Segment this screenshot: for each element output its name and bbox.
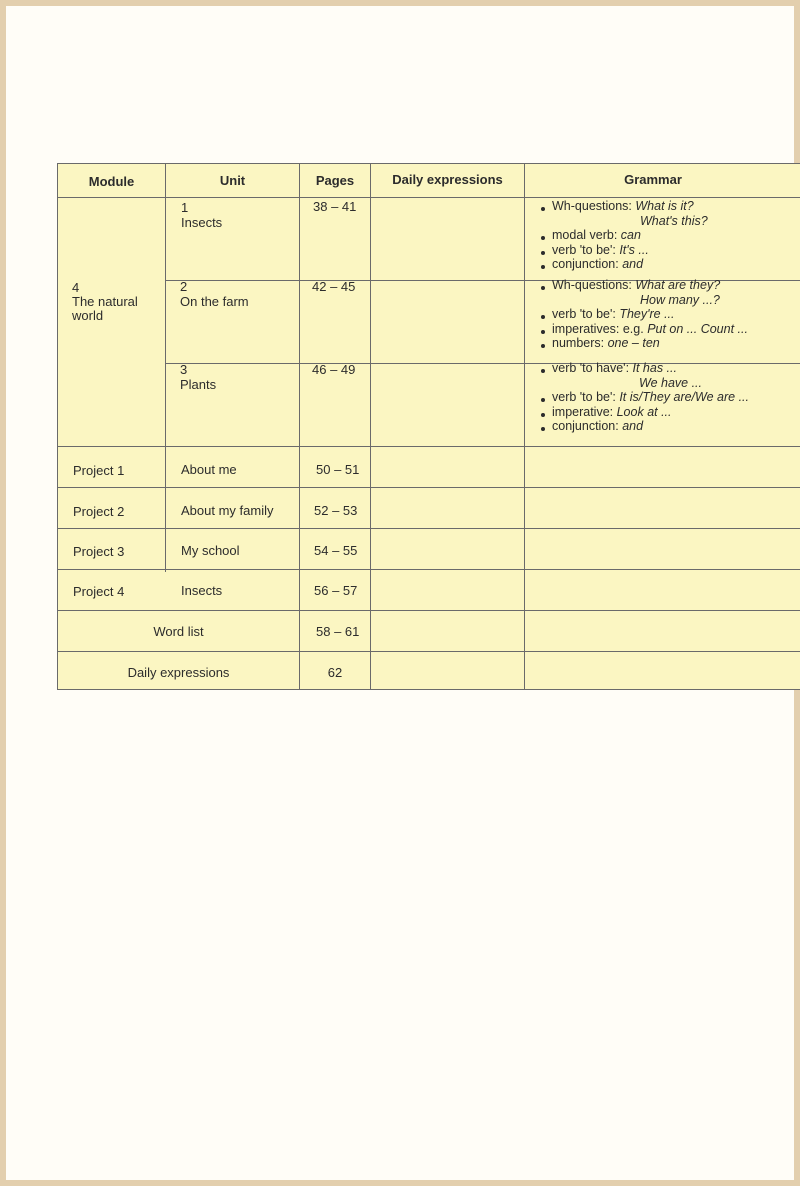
module-name-line2: world: [72, 308, 104, 323]
contents-table: [57, 163, 800, 690]
project4-pages: 56 – 57: [314, 583, 358, 598]
module-unit-divider: [165, 164, 166, 572]
unit3-pages: 46 – 49: [312, 362, 356, 377]
daily-expressions-pages: 62: [327, 665, 343, 680]
unit1-name: Insects: [181, 215, 223, 230]
wordlist-pages: 58 – 61: [316, 624, 360, 639]
project1-divider: [58, 487, 800, 488]
grammar-item: numbers: one – ten: [538, 336, 748, 351]
grammar-item: verb 'to be': They're ...: [538, 307, 748, 322]
grammar-item-continuation: How many ...?: [640, 292, 720, 307]
project1-pages: 50 – 51: [316, 462, 360, 477]
header-unit: Unit: [219, 173, 246, 188]
grammar-item: modal verb: can: [538, 228, 708, 243]
project4-unit: Insects: [181, 583, 223, 598]
header-module: Module: [88, 174, 135, 189]
wordlist-label: Word list: [153, 624, 204, 639]
header-pages: Pages: [315, 173, 355, 188]
grammar-item: verb 'to have': It has ...: [538, 361, 749, 376]
unit2-name: On the farm: [180, 294, 249, 309]
project3-unit: My school: [181, 543, 240, 558]
header-grammar: Grammar: [624, 172, 682, 187]
book-page: [6, 6, 794, 1180]
daily-expressions-label: Daily expressions: [127, 665, 230, 680]
header-divider: [58, 197, 800, 198]
grammar-item: imperatives: e.g. Put on ... Count ...: [538, 322, 748, 337]
grammar-item: verb 'to be': It is/They are/We are ...: [538, 390, 749, 405]
grammar-item: conjunction: and: [538, 419, 749, 434]
grammar-item: Wh-questions: What is it?: [538, 199, 708, 214]
grammar-item-continuation: What's this?: [640, 213, 708, 228]
grammar-item: conjunction: and: [538, 257, 708, 272]
grammar-item-continuation: We have ...: [639, 375, 702, 390]
unit2-grammar: [538, 278, 748, 351]
unit2-pages: 42 – 45: [312, 279, 356, 294]
project2-divider: [58, 528, 800, 529]
unit3-grammar: [538, 361, 749, 434]
project4-label: Project 4: [73, 584, 125, 599]
grammar-item: imperative: Look at ...: [538, 405, 749, 420]
unit2-number: 2: [180, 279, 188, 294]
project4-divider: [58, 610, 800, 611]
project3-label: Project 3: [73, 544, 125, 559]
project2-label: Project 2: [73, 504, 125, 519]
project2-unit: About my family: [181, 503, 274, 518]
unit1-pages: 38 – 41: [313, 199, 357, 214]
grammar-item: verb 'to be': It's ...: [538, 243, 708, 258]
project1-label: Project 1: [73, 463, 125, 478]
header-daily-expressions: Daily expressions: [392, 172, 503, 187]
project2-pages: 52 – 53: [314, 503, 358, 518]
module4-divider: [58, 446, 800, 447]
module-name-line1: The natural: [72, 294, 138, 309]
project3-pages: 54 – 55: [314, 543, 358, 558]
project3-divider: [58, 569, 800, 570]
unit1-number: 1: [181, 200, 189, 215]
unit3-name: Plants: [180, 377, 217, 392]
module-number: 4: [72, 280, 80, 295]
project1-unit: About me: [181, 462, 237, 477]
grammar-item: Wh-questions: What are they?: [538, 278, 748, 293]
unit1-grammar: [538, 199, 708, 272]
unit3-number: 3: [180, 362, 188, 377]
wordlist-divider: [58, 651, 800, 652]
